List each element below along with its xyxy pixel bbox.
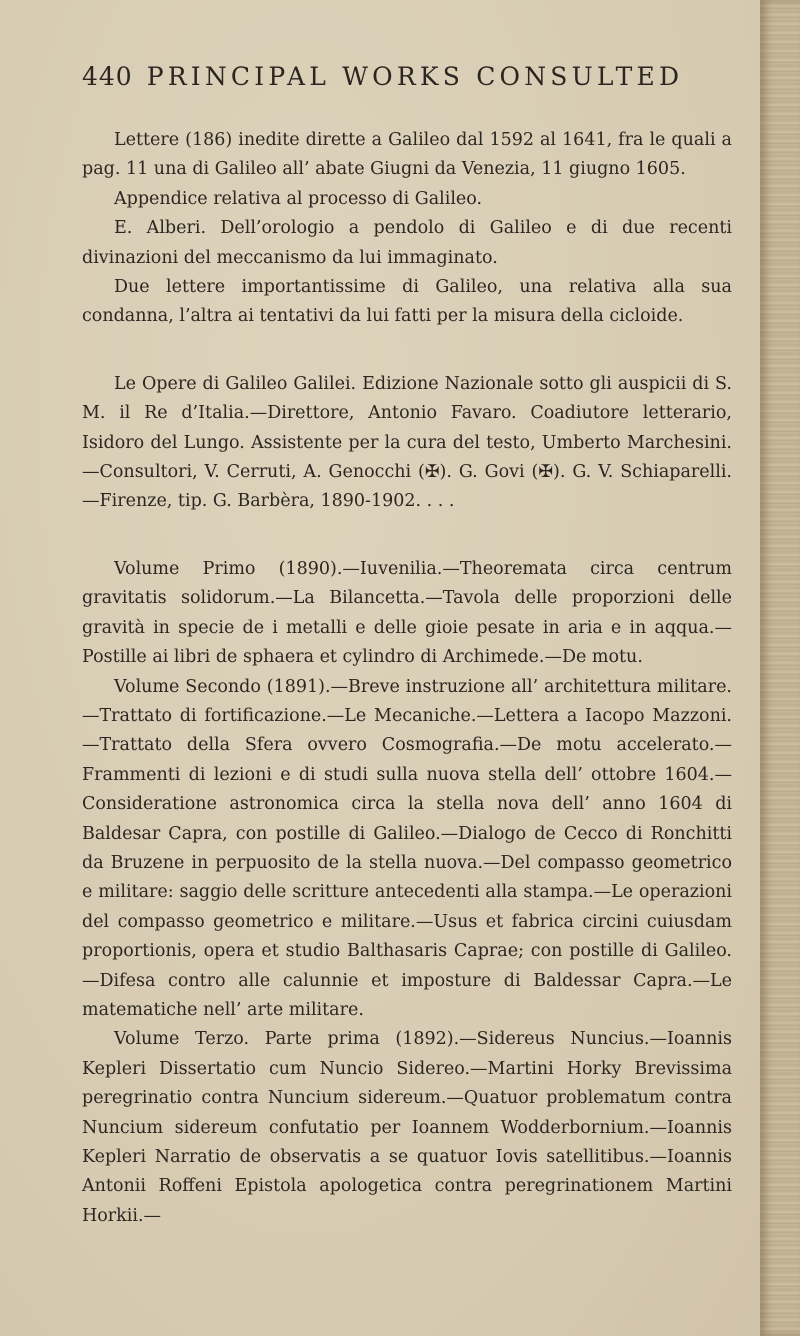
paragraph-appendice: Appendice relativa al processo di Galileo. [114, 188, 483, 209]
text-block [82, 62, 732, 1231]
paragraph-volume-terzo: Volume Terzo. Parte prima (1892).—Sidereus Nuncius.—Ioannis Kepleri Dissertatio cum Nuncio Sidereo.—Martini Horky Brevissima peregrinatio contra Nuncium sidereum.—Quatuor problematum contra Nuncium sidereum confutatio per Ioannem Wodderbornium.—Ioannis Kepleri Narratio de observatis a se quatuor Iovis satellitibus.—Ioannis Antonii Roffeni Epistola apologetica contra peregrinationem Martini Horkii.— [82, 1029, 732, 1226]
paragraph-volume-primo: Volume Primo (1890).—Iuvenilia.—Theoremata circa centrum gravitatis solidorum.—La Bilancetta.—Tavola delle proporzioni delle gravità in specie de i metalli e delle gioie pesate in aria e in aqqua.—Postille ai libri de sphaera et cylindro di Archimede.—De motu. [82, 558, 732, 668]
paragraph-lettere: Lettere (186) inedite dirette a Galileo dal 1592 al 1641, fra le quali a pag. 11 una di Galileo all’ abate Giugni da Venezia, 11 giugno 1605. [82, 130, 732, 180]
page-number: 440 [82, 62, 133, 91]
running-title: PRINCIPAL WORKS CONSULTED [146, 62, 684, 91]
section-gap [82, 517, 732, 555]
paragraph-alberi: E. Alberi. Dell’orologio a pendolo di Galileo e di due recenti divinazioni del meccanismo da lui immaginato. [82, 218, 732, 268]
paragraph-due-lettere: Due lettere importantissime di Galileo, una relativa alla sua condanna, l’altra ai tentativi da lui fatti per la misura della cicloide. [82, 277, 732, 327]
section-gap [82, 332, 732, 370]
paragraph-volume-secondo: Volume Secondo (1891).—Breve instruzione all’ architettura militare.—Trattato di fortificazione.—Le Mecaniche.—Lettera a Iacopo Mazzoni.—Trattato della Sfera ovvero Cosmografia.—De motu accelerato.—Frammenti di lezioni e di studi sulla nuova stella dell’ ottobre 1604.—Consideratione astronomica circa la stella nova dell’ anno 1604 di Baldesar Capra, con postille di Galileo.—Dialogo de Cecco di Ronchitti da Bruzene in perpuosito de la stella nuova.—Del compasso geometrico e militare: saggio delle scritture antecedenti alla stampa.—Le operazioni del compasso geometrico e militare.—Usus et fabrica circini cuiusdam proportionis, opera et studio Balthasaris Caprae; con postille di Galileo.—Difesa contro alle calunnie et imposture di Baldessar Capra.—Le matematiche nell’ arte militare. [82, 676, 732, 1020]
paragraph-le-opere: Le Opere di Galileo Galilei. Edizione Nazionale sotto gli auspicii di S. M. il Re d’Italia.—Direttore, Antonio Favaro. Coadiutore letterario, Isidoro del Lungo. Assistente per la cura del testo, Umberto Marchesini.—Consultori, V. Cerruti, A. Genocchi (✠). G. Govi (✠). G. V. Schiaparelli.—Firenze, tip. G. Barbèra, 1890-1902. . . . [82, 373, 732, 512]
running-head [82, 62, 732, 92]
page-edge [760, 0, 800, 1336]
